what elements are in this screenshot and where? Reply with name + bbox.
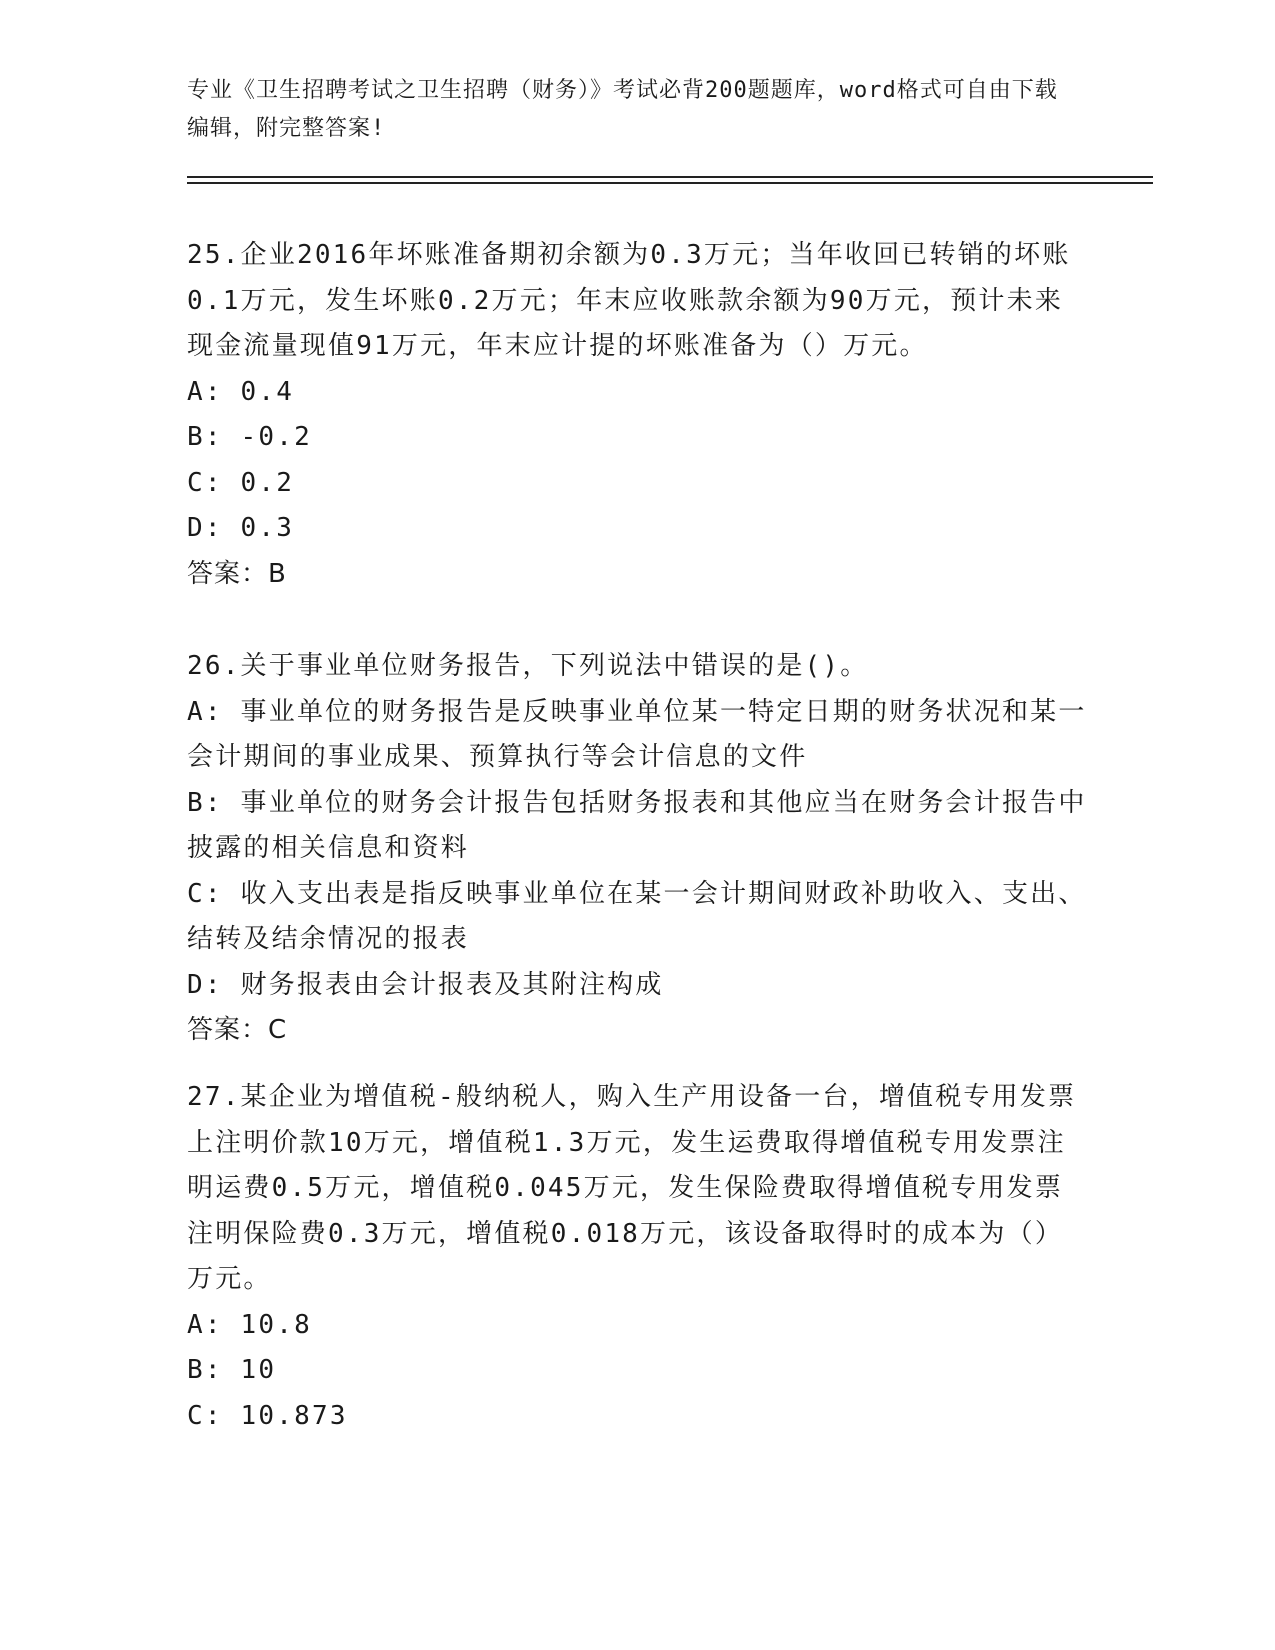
option-c: C: 10.873 xyxy=(187,1400,348,1431)
option-a: A: 事业单位的财务报告是反映事业单位某一特定日期的财务状况和某一会计期间的事业成果、预算执行等会计信息的文件 xyxy=(187,696,1087,772)
option-a: A: 0.4 xyxy=(187,376,295,407)
document-header: 专业《卫生招聘考试之卫生招聘（财务）》考试必背200题题库，word格式可自由下载编辑，附完整答案! xyxy=(187,78,1058,141)
header-divider-bottom xyxy=(187,182,1153,184)
option-b: B: -0.2 xyxy=(187,422,312,452)
question-stem: 26.关于事业单位财务报告，下列说法中错误的是()。 xyxy=(187,651,869,681)
answer: 答案：C xyxy=(187,1015,288,1045)
question-25 xyxy=(187,233,1087,597)
question-stem: 27.某企业为增值税-般纳税人，购入生产用设备一台，增值税专用发票上注明价款10万元，增值税1.3万元，发生运费取得增值税专用发票注明运费0.5万元，增值税0.045万元，发生保险费取得增值税专用发票注明保险费0.3万元，增值税0.018万元，该设备取得时的成本为（）万元。 xyxy=(187,1082,1077,1294)
option-d: D: 财务报表由会计报表及其附注构成 xyxy=(187,969,664,1000)
question-stem: 25.企业2016年坏账准备期初余额为0.3万元；当年收回已转销的坏账0.1万元，发生坏账0.2万元；年末应收账款余额为90万元，预计未来现金流量现值91万元，年末应计提的坏账准备为（）万元。 xyxy=(187,240,1071,361)
option-b: B: 事业单位的财务会计报告包括财务报表和其他应当在财务会计报告中披露的相关信息和资料 xyxy=(187,787,1087,863)
header-divider-top xyxy=(187,176,1153,178)
question-26 xyxy=(187,644,1087,1054)
option-c: C: 0.2 xyxy=(187,467,295,498)
option-c: C: 收入支出表是指反映事业单位在某一会计期间财政补助收入、支出、结转及结余情况的报表 xyxy=(187,878,1087,954)
answer: 答案：B xyxy=(187,558,287,589)
question-27 xyxy=(187,1075,1087,1439)
option-b: B: 10 xyxy=(187,1355,277,1385)
option-a: A: 10.8 xyxy=(187,1309,312,1340)
option-d: D: 0.3 xyxy=(187,513,295,543)
